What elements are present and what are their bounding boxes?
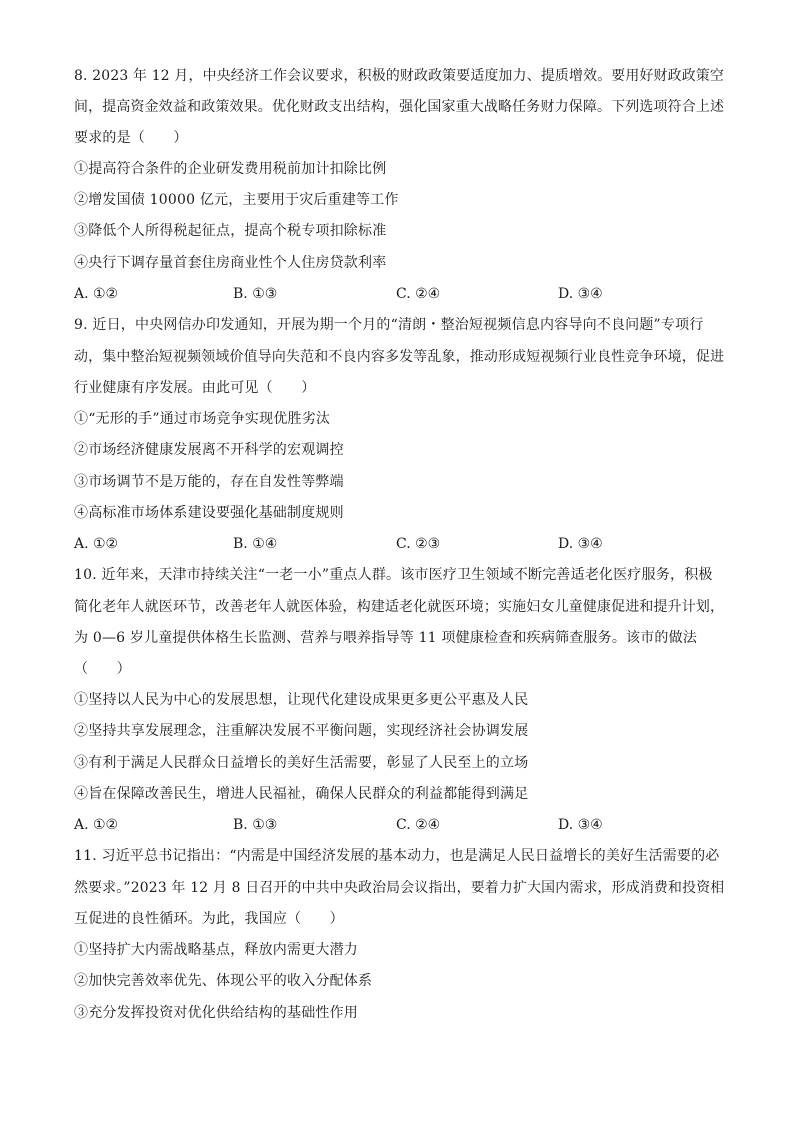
q8-option-b[interactable]: B. ①③ xyxy=(233,286,278,302)
q10-option-a[interactable]: A. ①② xyxy=(74,817,119,833)
q10-item-2: ②坚持共享发展理念，注重解决发展不平衡问题，实现经济社会协调发展 xyxy=(74,723,529,739)
q9-option-b[interactable]: B. ①④ xyxy=(233,536,278,552)
q11-item-2: ②加快完善效率优先、体现公平的收入分配体系 xyxy=(74,973,373,989)
q8-stem-line-1: 8. 2023 年 12 月，中央经济工作会议要求，积极的财政政策要适度加力、提质增效。要用好财政政策空 xyxy=(74,68,725,84)
q9-stem-line-1: 9. 近日，中央网信办印发通知，开展为期一个月的“清朗・整治短视频信息内容导向不良问题”专项行 xyxy=(74,317,704,333)
q9-item-1: ①“无形的手”通过市场竞争实现优胜劣汰 xyxy=(74,411,331,427)
q8-item-3: ③降低个人所得税起征点，提高个税专项扣除标准 xyxy=(74,223,387,239)
q9-stem-line-3: 行业健康有序发展。由此可见（ ） xyxy=(74,380,316,396)
q9-option-a[interactable]: A. ①② xyxy=(74,536,119,552)
q8-option-a[interactable]: A. ①② xyxy=(74,286,119,302)
q10-stem-line-2: 简化老年人就医环节，改善老年人就医体验，构建适老化就医环境；实施妇女儿童健康促进和提升计划， xyxy=(74,599,725,615)
q8-stem-line-3: 要求的是（ ） xyxy=(74,130,188,146)
q8-item-2: ②增发国债 10000 亿元，主要用于灾后重建等工作 xyxy=(74,192,399,208)
q9-item-3: ③市场调节不是万能的，存在自发性等弊端 xyxy=(74,474,344,490)
q9-stem-line-2: 动，集中整治短视频领域价值导向失范和不良内容多发等乱象，推动形成短视频行业良性竞争环境，促进 xyxy=(74,349,725,365)
q11-item-1: ①坚持扩大内需战略基点，释放内需更大潜力 xyxy=(74,942,358,958)
q10-item-1: ①坚持以人民为中心的发展思想，让现代化建设成果更多更公平惠及人民 xyxy=(74,692,529,708)
q11-stem-line-3: 互促进的良性循环。为此，我国应（ ） xyxy=(74,911,344,927)
q11-stem-line-1: 11. 习近平总书记指出：“内需是中国经济发展的基本动力，也是满足人民日益增长的美好生活需要的必 xyxy=(74,848,720,864)
q11-stem-line-2: 然要求。”2023 年 12 月 8 日召开的中共中央政治局会议指出，要着力扩大国内需求，形成消费和投资相 xyxy=(74,880,725,896)
q9-option-d[interactable]: D. ③④ xyxy=(558,536,603,552)
q9-item-2: ②市场经济健康发展离不开科学的宏观调控 xyxy=(74,442,344,458)
q8-option-d[interactable]: D. ③④ xyxy=(558,286,603,302)
q10-option-c[interactable]: C. ②④ xyxy=(396,817,441,833)
q10-item-4: ④旨在保障改善民生，增进人民福祉，确保人民群众的利益都能得到满足 xyxy=(74,786,529,802)
q11-item-3: ③充分发挥投资对优化供给结构的基础性作用 xyxy=(74,1005,358,1021)
q9-item-4: ④高标准市场体系建设要强化基础制度规则 xyxy=(74,505,344,521)
q8-option-c[interactable]: C. ②④ xyxy=(396,286,441,302)
q10-stem-line-4: （ ） xyxy=(74,661,131,677)
q10-stem-line-3: 为 0—6 岁儿童提供体格生长监测、营养与喂养指导等 11 项健康检查和疾病筛查服务。该市的做法 xyxy=(74,630,698,646)
q10-item-3: ③有利于满足人民群众日益增长的美好生活需要，彰显了人民至上的立场 xyxy=(74,755,529,771)
q9-option-c[interactable]: C. ②③ xyxy=(396,536,441,552)
q8-stem-line-2: 间，提高资金效益和政策效果。优化财政支出结构，强化国家重大战略任务财力保障。下列选项符合上述 xyxy=(74,99,725,115)
q8-item-1: ①提高符合条件的企业研发费用税前加计扣除比例 xyxy=(74,161,387,177)
q10-option-d[interactable]: D. ③④ xyxy=(558,817,603,833)
q10-option-b[interactable]: B. ①③ xyxy=(233,817,278,833)
q10-stem-line-1: 10. 近年来，天津市持续关注“一老一小”重点人群。该市医疗卫生领域不断完善适老化医疗服务，积极 xyxy=(74,567,713,583)
q8-item-4: ④央行下调存量首套住房商业性个人住房贷款利率 xyxy=(74,255,387,271)
